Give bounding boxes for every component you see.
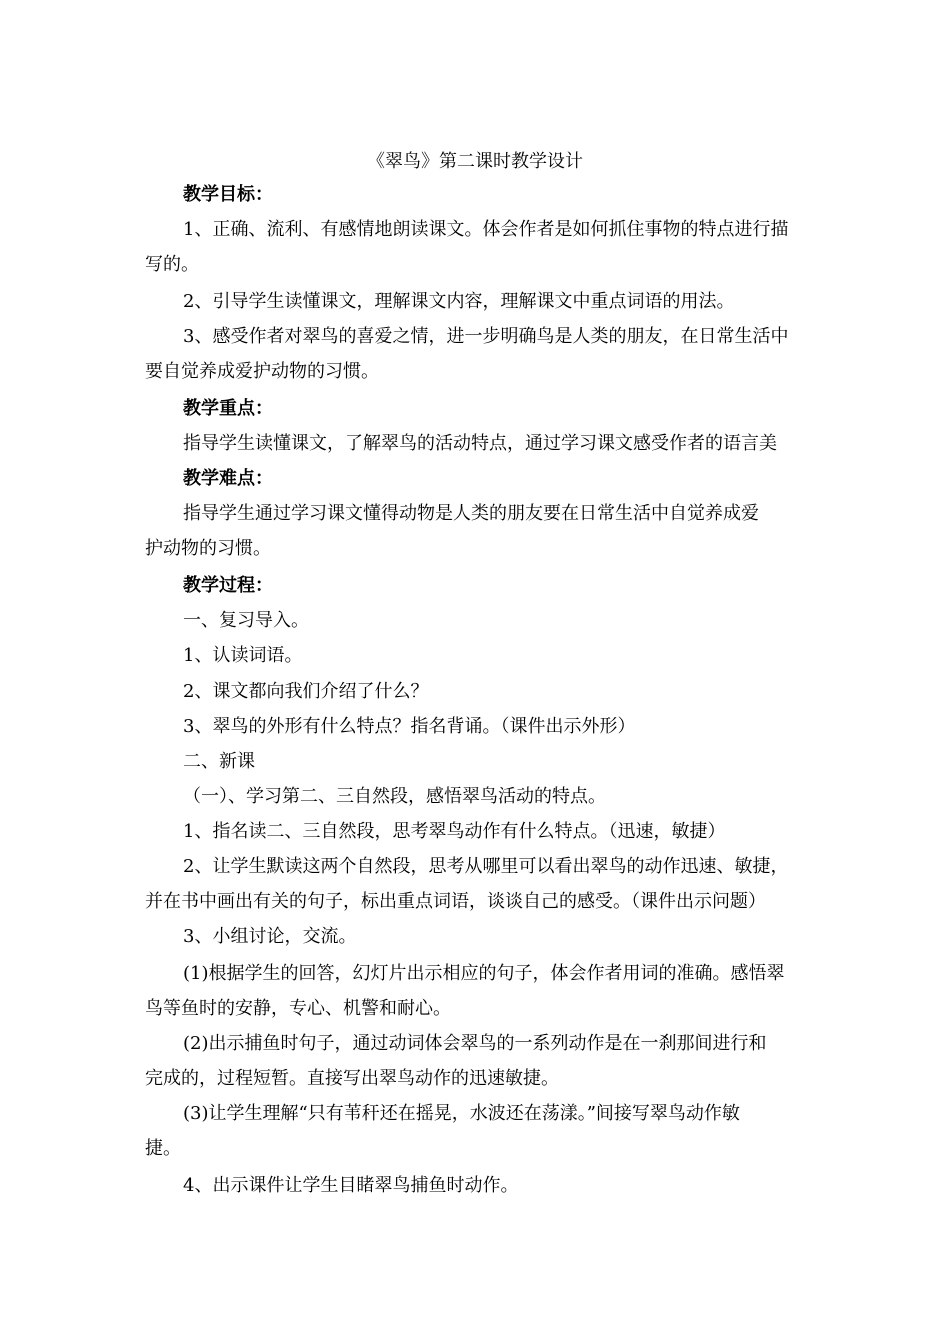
paragraph-line: 2、让学生默读这两个自然段，思考从哪里可以看出翠鸟的动作迅速、敏捷， bbox=[183, 856, 789, 877]
heading-difficulties: 教学难点： bbox=[183, 468, 273, 489]
paragraph-line: 3、感受作者对翠鸟的喜爱之情，进一步明确鸟是人类的朋友，在日常生活中 bbox=[183, 326, 789, 347]
paragraph-line: 鸟等鱼时的安静，专心、机警和耐心。 bbox=[145, 998, 451, 1019]
document-title: 《翠鸟》第二课时教学设计 bbox=[367, 151, 583, 172]
paragraph-line: 并在书中画出有关的句子，标出重点词语，谈谈自己的感受。（课件出示问题） bbox=[145, 891, 766, 912]
paragraph-line: 指导学生读懂课文，了解翠鸟的活动特点，通过学习课文感受作者的语言美 bbox=[183, 433, 777, 454]
paragraph-line: 3、小组讨论，交流。 bbox=[183, 926, 357, 947]
paragraph-line: 二、新课 bbox=[183, 751, 255, 772]
paragraph-line: 2、课文都向我们介绍了什么？ bbox=[183, 681, 429, 702]
paragraph-line: 1、认读词语。 bbox=[183, 645, 303, 666]
paragraph-line: 捷。 bbox=[145, 1138, 181, 1159]
paragraph-line: 1、指名读二、三自然段，思考翠鸟动作有什么特点。（迅速，敏捷） bbox=[183, 821, 726, 842]
paragraph-line: 完成的，过程短暂。直接写出翠鸟动作的迅速敏捷。 bbox=[145, 1068, 559, 1089]
paragraph-line: 护动物的习惯。 bbox=[145, 538, 271, 559]
paragraph-line: 一、复习导入。 bbox=[183, 610, 309, 631]
heading-key-points: 教学重点： bbox=[183, 398, 273, 419]
paragraph-line: 4、出示课件让学生目睹翠鸟捕鱼时动作。 bbox=[183, 1175, 519, 1196]
paragraph-line: 写的。 bbox=[145, 254, 199, 275]
paragraph-line: 指导学生通过学习课文懂得动物是人类的朋友要在日常生活中自觉养成爱 bbox=[183, 503, 759, 524]
paragraph-line: 3、翠鸟的外形有什么特点？指名背诵。（课件出示外形） bbox=[183, 716, 636, 737]
paragraph-line: (1)根据学生的回答，幻灯片出示相应的句子，体会作者用词的准确。感悟翠 bbox=[183, 963, 785, 984]
paragraph-line: 要自觉养成爱护动物的习惯。 bbox=[145, 361, 379, 382]
paragraph-line: （一）、学习第二、三自然段，感悟翠鸟活动的特点。 bbox=[183, 786, 606, 807]
heading-objectives: 教学目标： bbox=[183, 184, 273, 205]
paragraph-line: (3)让学生理解“只有苇秆还在摇晃，水波还在荡漾。”间接写翠鸟动作敏 bbox=[183, 1103, 740, 1124]
paragraph-line: 1、正确、流利、有感情地朗读课文。体会作者是如何抓住事物的特点进行描 bbox=[183, 219, 789, 240]
paragraph-line: 2、引导学生读懂课文，理解课文内容，理解课文中重点词语的用法。 bbox=[183, 291, 735, 312]
paragraph-line: (2)出示捕鱼时句子，通过动词体会翠鸟的一系列动作是在一刹那间进行和 bbox=[183, 1033, 767, 1054]
heading-process: 教学过程： bbox=[183, 575, 273, 596]
